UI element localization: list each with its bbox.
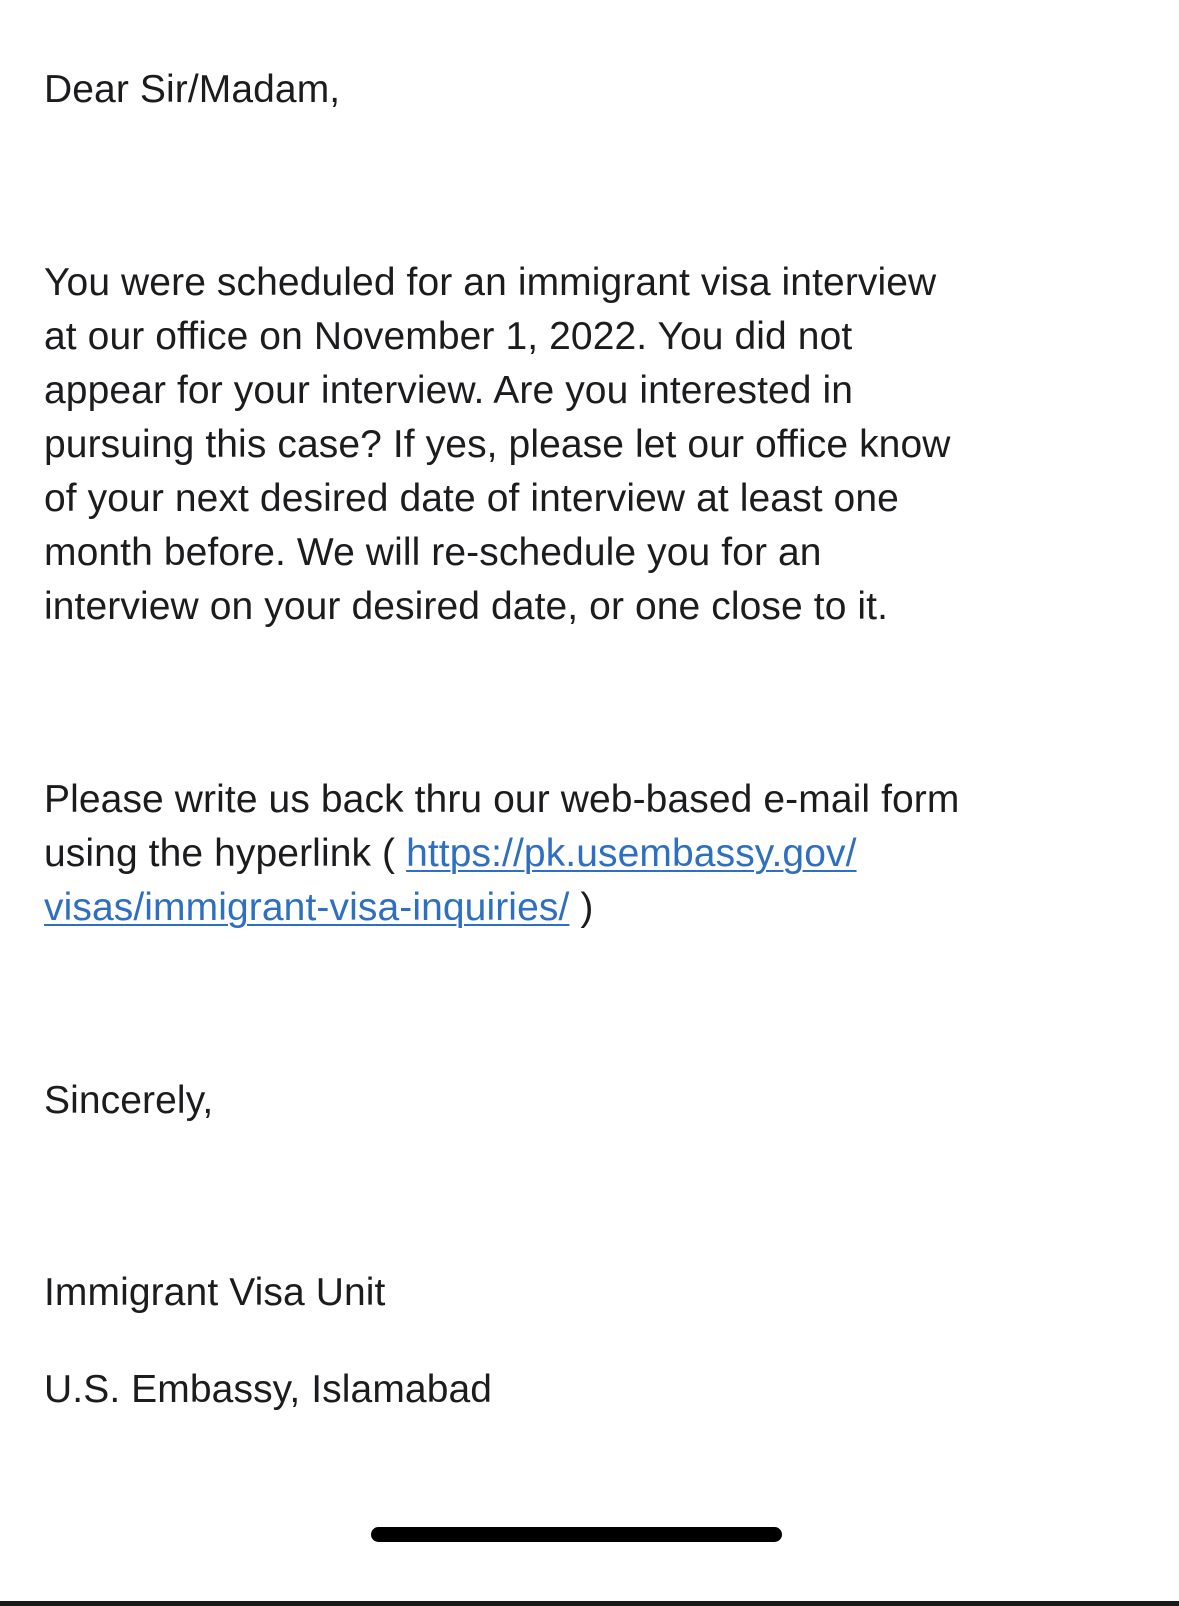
paragraph-line: interview on your desired date, or one close to it. (44, 585, 889, 628)
paragraph-line: pursuing this case? If yes, please let our office know (44, 423, 951, 466)
inquiry-hyperlink-part1[interactable]: https://pk.usembassy.gov/ (406, 832, 857, 875)
paragraph-line: of your next desired date of interview at least one (44, 477, 899, 520)
signature-unit: Immigrant Visa Unit (44, 1271, 386, 1314)
closing-paren-text: ) (569, 886, 594, 929)
hyperlink-intro-text: using the hyperlink ( (44, 832, 407, 875)
paragraph-line: month before. We will re-schedule you for an (44, 531, 822, 574)
paragraph-line: appear for your interview. Are you interested in (44, 369, 854, 412)
signature-embassy: U.S. Embassy, Islamabad (44, 1368, 493, 1411)
paragraph-line: Please write us back thru our web-based e-mail form (44, 778, 960, 821)
paragraph-line (44, 881, 593, 935)
greeting: Dear Sir/Madam, (44, 68, 341, 111)
bottom-divider (0, 1601, 1179, 1606)
home-indicator[interactable] (371, 1527, 782, 1542)
paragraph-line: You were scheduled for an immigrant visa interview (44, 261, 937, 304)
paragraph-line: at our office on November 1, 2022. You did not (44, 315, 853, 358)
inquiry-hyperlink-part2[interactable]: visas/immigrant-visa-inquiries/ (44, 886, 570, 929)
paragraph-line (44, 827, 857, 881)
closing: Sincerely, (44, 1079, 214, 1122)
